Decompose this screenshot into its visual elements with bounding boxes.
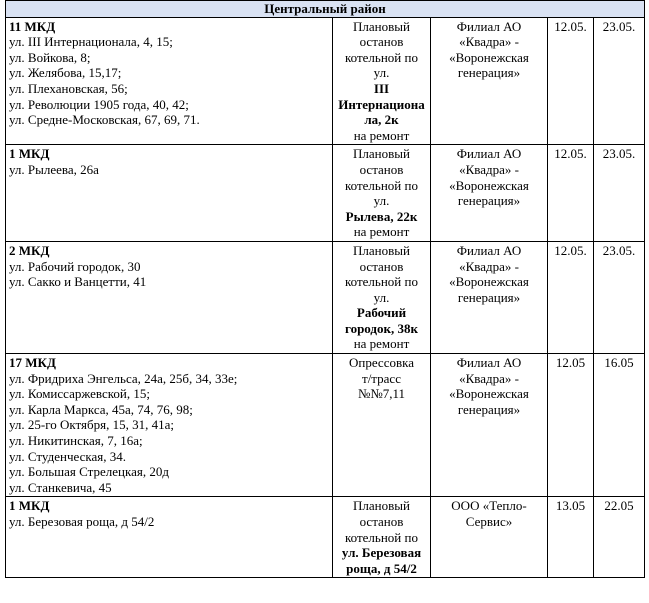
reason-line: останов	[359, 161, 404, 177]
organization-line: «Воронежская	[449, 386, 529, 402]
address-line: ул. Желябова, 15,17;	[9, 65, 122, 81]
address-line: ул. Карла Маркса, 45а, 74, 76, 98;	[9, 401, 193, 417]
reason-line: котельной по	[345, 529, 418, 545]
address-line: ул. Войкова, 8;	[9, 49, 91, 65]
building-count: 17 МКД	[9, 355, 56, 371]
address-line: ул. Революции 1905 года, 40, 42;	[9, 96, 189, 112]
reason-line: останов	[359, 514, 404, 529]
organization-line: «Воронежская	[449, 49, 529, 65]
organization-line: «Квадра» -	[459, 161, 519, 177]
table-row	[6, 241, 645, 353]
reason-line: т/трасс	[362, 370, 401, 386]
reason-cell	[333, 354, 431, 497]
organization-line: «Воронежская	[449, 274, 529, 290]
address-cell	[6, 497, 333, 578]
reason-line: останов	[359, 34, 404, 50]
organization-line: ООО «Тепло-	[451, 498, 527, 514]
boiler-address-line: III	[373, 80, 390, 96]
district-header-row	[6, 1, 645, 18]
reason-cell	[333, 145, 431, 242]
address-line: ул. III Интернационала, 4, 15;	[9, 34, 173, 50]
organization-line: «Квадра» -	[459, 34, 519, 50]
reason-line: останов	[359, 258, 404, 274]
address-line: ул. Фридриха Энгельса, 24а, 25б, 34, 33е;	[9, 370, 238, 386]
outage-table	[5, 0, 645, 578]
boiler-address-line: роща, д 54/2	[346, 560, 417, 576]
organization-cell	[431, 354, 548, 497]
end-date: 23.05.	[594, 241, 645, 353]
organization-line: «Квадра» -	[459, 370, 519, 386]
building-count: 2 МКД	[9, 242, 50, 258]
organization-cell	[431, 497, 548, 578]
reason-line: Плановый	[353, 18, 410, 34]
reason-cell	[333, 17, 431, 145]
reason-line: котельной по	[345, 49, 418, 65]
end-date: 22.05	[594, 497, 645, 578]
boiler-address-line: Интернациона	[338, 96, 425, 112]
reason-line: на ремонт	[353, 127, 410, 143]
start-date: 12.05.	[548, 17, 594, 145]
address-line: ул. Большая Стрелецкая, 20д	[9, 464, 169, 480]
address-line: ул. Сакко и Ванцетти, 41	[9, 274, 147, 290]
organization-line: генерация»	[457, 65, 521, 81]
start-date: 13.05	[548, 497, 594, 578]
end-date: 23.05.	[594, 145, 645, 242]
end-date: 16.05	[594, 354, 645, 497]
reason-line: на ремонт	[353, 224, 410, 240]
address-line: ул. Средне-Московская, 67, 69, 71.	[9, 112, 200, 128]
address-line: ул. Рылеева, 26а	[9, 161, 99, 177]
address-line: ул. Березовая роща, д 54/2	[9, 514, 155, 529]
organization-line: генерация»	[457, 289, 521, 305]
organization-line: Филиал АО	[456, 242, 522, 258]
organization-line: Филиал АО	[456, 18, 522, 34]
organization-cell	[431, 17, 548, 145]
reason-line: котельной по	[345, 177, 418, 193]
boiler-address-line: ла, 2к	[364, 112, 399, 128]
building-count: 1 МКД	[9, 146, 50, 162]
address-cell	[6, 354, 333, 497]
reason-cell	[333, 241, 431, 353]
organization-line: Филиал АО	[456, 146, 522, 162]
table-row	[6, 354, 645, 497]
organization-line: Сервис»	[465, 514, 513, 529]
reason-line: котельной по	[345, 274, 418, 290]
boiler-address-line: Рабочий	[356, 305, 407, 321]
building-count: 1 МКД	[9, 498, 50, 514]
address-line: ул. Никитинская, 7, 16а;	[9, 433, 143, 449]
reason-line: Плановый	[353, 146, 410, 162]
table-row	[6, 497, 645, 578]
reason-line: Опрессовка	[348, 355, 414, 371]
reason-line: ул.	[373, 65, 390, 81]
start-date: 12.05.	[548, 241, 594, 353]
organization-line: Филиал АО	[456, 355, 522, 371]
organization-line: генерация»	[457, 193, 521, 209]
address-cell	[6, 17, 333, 145]
address-line: ул. 25-го Октября, 15, 31, 41а;	[9, 417, 175, 433]
reason-cell	[333, 497, 431, 578]
reason-line: Плановый	[353, 498, 410, 514]
address-line: ул. Комиссаржевской, 15;	[9, 386, 150, 402]
organization-cell	[431, 241, 548, 353]
reason-line: Плановый	[353, 242, 410, 258]
start-date: 12.05.	[548, 145, 594, 242]
district-header: Центральный район	[6, 1, 645, 18]
boiler-address-line: городок, 38к	[345, 320, 418, 336]
start-date: 12.05	[548, 354, 594, 497]
organization-cell	[431, 145, 548, 242]
address-line: ул. Плехановская, 56;	[9, 80, 128, 96]
address-line: ул. Студенческая, 34.	[9, 448, 126, 464]
address-line: ул. Станкевича, 45	[9, 479, 112, 495]
reason-line: ул.	[373, 289, 390, 305]
address-line: ул. Рабочий городок, 30	[9, 258, 141, 274]
reason-line: ул.	[373, 193, 390, 209]
end-date: 23.05.	[594, 17, 645, 145]
address-cell	[6, 145, 333, 242]
organization-line: генерация»	[457, 401, 521, 417]
reason-line: №№7,11	[357, 386, 406, 402]
organization-line: «Квадра» -	[459, 258, 519, 274]
reason-line: на ремонт	[353, 336, 410, 352]
boiler-address-line: ул. Березовая	[341, 545, 422, 561]
table-row	[6, 17, 645, 145]
boiler-address-line: Рылева, 22к	[345, 208, 418, 224]
building-count: 11 МКД	[9, 18, 56, 34]
organization-line: «Воронежская	[449, 177, 529, 193]
address-cell	[6, 241, 333, 353]
table-row	[6, 145, 645, 242]
